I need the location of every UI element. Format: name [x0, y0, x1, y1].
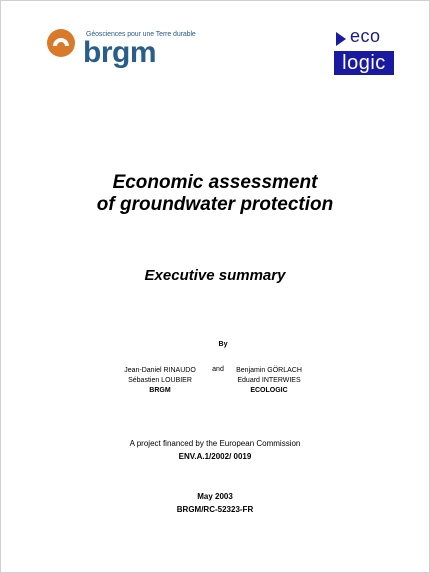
ecologic-triangle-icon	[334, 30, 348, 48]
and-label: and	[212, 366, 224, 373]
publication-date: May 2003	[197, 492, 233, 501]
report-number: BRGM/RC-52323-FR	[176, 505, 254, 514]
contract-code: ENV.A.1/2002/ 0019	[178, 452, 252, 461]
brgm-wordmark: brgm	[83, 36, 156, 69]
date-block	[0, 490, 430, 516]
author-name: Sébastien LOUBIER	[128, 377, 192, 384]
title-line-2: of groundwater protection	[96, 194, 334, 215]
brgm-tagline: Géosciences pour une Terre durable	[86, 31, 196, 38]
author-name: Eduard INTERWIES	[237, 377, 301, 384]
author-name: Benjamin GÖRLACH	[236, 367, 302, 374]
funding-line: A project financed by the European Commission	[129, 439, 301, 448]
by-label: By	[218, 341, 228, 348]
ecologic-logic-text: logic	[334, 51, 394, 75]
title-line-1: Economic assessment	[112, 172, 318, 193]
authors-ecologic	[224, 366, 314, 396]
author-name: Jean-Daniel RINAUDO	[124, 367, 196, 374]
authors-brgm	[110, 366, 210, 396]
ecologic-eco-text: eco	[350, 26, 381, 46]
brgm-mark-icon	[46, 28, 76, 58]
brgm-logo	[46, 26, 206, 80]
document-title	[0, 172, 430, 216]
funding-info	[0, 437, 430, 463]
ecologic-logo	[334, 28, 394, 76]
author-organization: ECOLOGIC	[250, 387, 288, 394]
document-subtitle: Executive summary	[144, 267, 286, 284]
author-organization: BRGM	[149, 387, 171, 394]
